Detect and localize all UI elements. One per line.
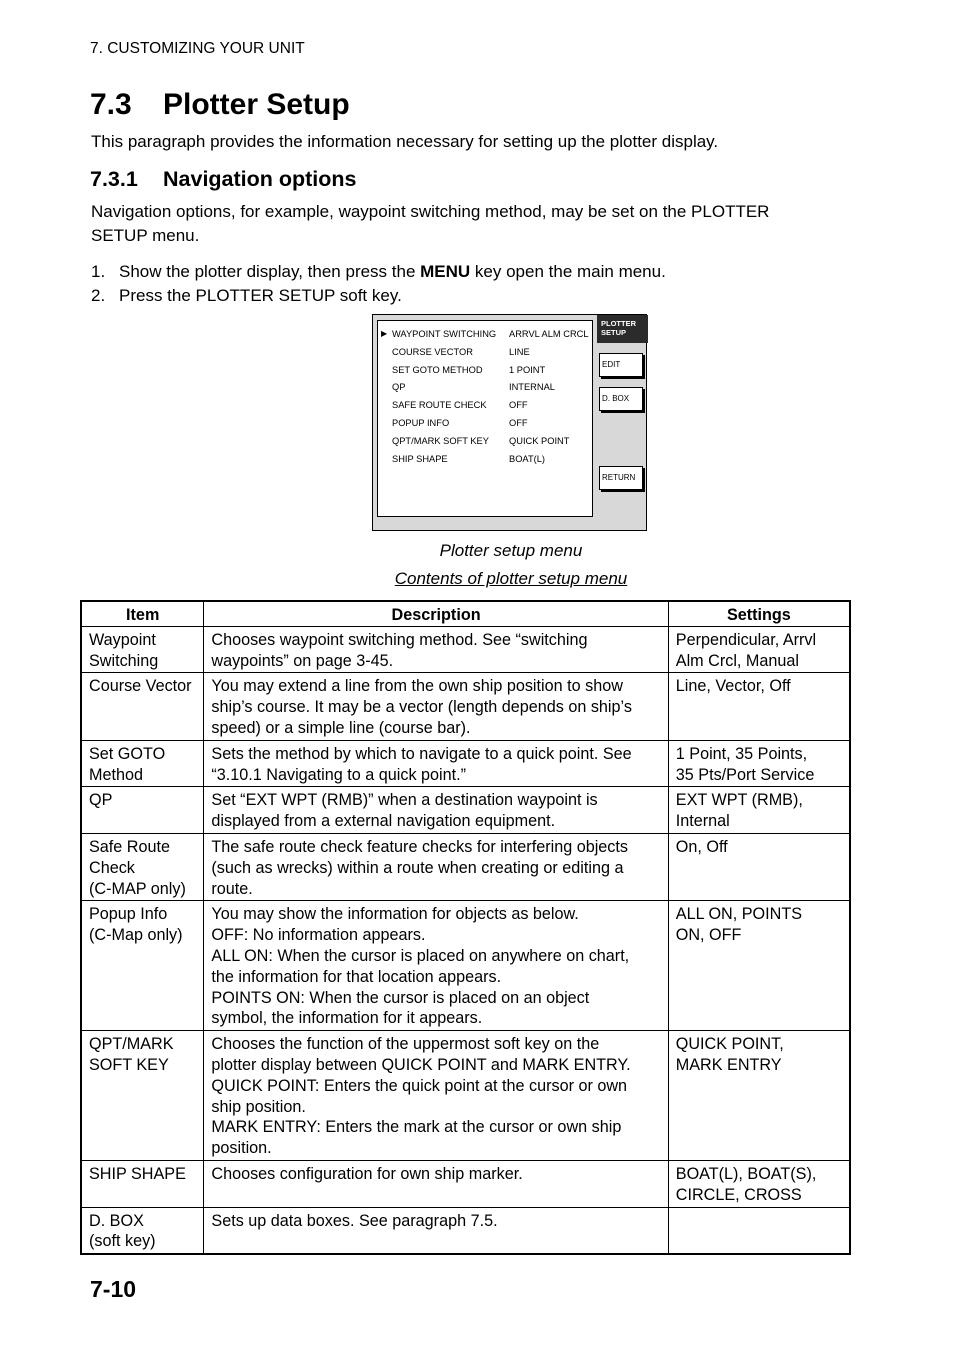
table-row bbox=[81, 1160, 850, 1207]
soft-key-title-line: PLOTTER bbox=[601, 319, 636, 328]
cell-line: Internal bbox=[675, 812, 730, 831]
menu-item-value: QUICK POINT bbox=[509, 436, 570, 446]
cell-line: 1 Point, 35 Points, bbox=[675, 744, 808, 763]
cell-line: (C-Map only) bbox=[89, 926, 183, 945]
step-number: 1. bbox=[91, 262, 106, 281]
cell-line: Sets the method by which to navigate to a quick point. See bbox=[211, 744, 632, 763]
section-number: 7.3 bbox=[90, 88, 132, 121]
table-cell-item bbox=[81, 833, 204, 900]
cell-line: The safe route check feature checks for interfering objects bbox=[211, 837, 628, 856]
cell-line: Line, Vector, Off bbox=[675, 677, 791, 696]
table-row bbox=[81, 901, 850, 1031]
table-cell-description bbox=[204, 833, 668, 900]
menu-item-value: ARRVL ALM CRCL bbox=[509, 329, 589, 339]
cell-line: symbol, the information for it appears. bbox=[211, 1009, 483, 1028]
cell-line: You may show the information for objects as below. bbox=[211, 905, 579, 924]
cell-line: (such as wrecks) within a route when creating or editing a bbox=[211, 858, 624, 877]
cell-line: OFF: No information appears. bbox=[211, 926, 426, 945]
table-cell-item bbox=[81, 626, 204, 673]
menu-item-value: 1 POINT bbox=[509, 365, 546, 375]
plotter-setup-table bbox=[80, 600, 851, 1255]
soft-key-title-line: SETUP bbox=[601, 328, 627, 337]
cell-line: Set GOTO bbox=[89, 744, 166, 763]
column-header-settings: Settings bbox=[668, 601, 850, 626]
edit-soft-key[interactable]: EDIT bbox=[599, 353, 643, 377]
table-cell-settings bbox=[668, 740, 850, 787]
cell-line: waypoints” on page 3-45. bbox=[211, 651, 394, 670]
menu-item-value: BOAT(L) bbox=[509, 454, 545, 464]
menu-item-value: INTERNAL bbox=[509, 382, 555, 392]
menu-item-label: COURSE VECTOR bbox=[392, 347, 473, 357]
cell-line: Waypoint bbox=[89, 630, 156, 649]
menu-item-label: SHIP SHAPE bbox=[392, 454, 448, 464]
cursor-arrow-icon: ▶ bbox=[381, 329, 388, 338]
cell-line: Chooses the function of the uppermost soft key on the bbox=[211, 1035, 600, 1054]
table-cell-settings bbox=[668, 1207, 850, 1254]
menu-item-value: OFF bbox=[509, 418, 528, 428]
table-row bbox=[81, 673, 850, 740]
cell-line: Alm Crcl, Manual bbox=[675, 651, 799, 670]
cell-line: Perpendicular, Arrvl bbox=[675, 630, 817, 649]
cell-line: SOFT KEY bbox=[89, 1055, 169, 1074]
table-cell-description bbox=[204, 1160, 668, 1207]
menu-key-name: MENU bbox=[420, 262, 471, 281]
subsection-intro-line: Navigation options, for example, waypoint switching method, may be set on the PLOTTER bbox=[91, 202, 770, 221]
cell-line: QUICK POINT: Enters the quick point at the cursor or own bbox=[211, 1076, 628, 1095]
cell-line: Popup Info bbox=[89, 905, 168, 924]
table-cell-settings bbox=[668, 626, 850, 673]
subsection-intro-line: SETUP menu. bbox=[91, 226, 200, 245]
cell-line: Chooses configuration for own ship marker. bbox=[211, 1164, 523, 1183]
table-row bbox=[81, 626, 850, 673]
cell-line: ALL ON: When the cursor is placed on anywhere on chart, bbox=[211, 946, 630, 965]
table-row bbox=[81, 833, 850, 900]
cell-line: POINTS ON: When the cursor is placed on an object bbox=[211, 988, 590, 1007]
menu-item-label: SAFE ROUTE CHECK bbox=[392, 400, 487, 410]
cell-line: Check bbox=[89, 858, 135, 877]
subsection-title: Navigation options bbox=[163, 167, 357, 191]
cell-line: QPT/MARK bbox=[89, 1035, 174, 1054]
step-1 bbox=[91, 260, 666, 284]
table-cell-item bbox=[81, 1160, 204, 1207]
cell-line: ship position. bbox=[211, 1097, 306, 1116]
subsection-number: 7.3.1 bbox=[90, 167, 138, 191]
menu-item-label: WAYPOINT SWITCHING bbox=[392, 329, 497, 339]
cell-line: QP bbox=[89, 791, 113, 810]
return-soft-key[interactable]: RETURN bbox=[599, 466, 643, 490]
menu-item-label: POPUP INFO bbox=[392, 418, 450, 428]
step-2 bbox=[91, 284, 666, 308]
table-cell-item bbox=[81, 740, 204, 787]
table-cell-description bbox=[204, 673, 668, 740]
subsection-intro bbox=[91, 200, 769, 248]
soft-key-title bbox=[597, 315, 648, 343]
cell-line: D. BOX bbox=[89, 1211, 144, 1230]
subsection-heading bbox=[90, 167, 357, 192]
column-header-item: Item bbox=[81, 601, 204, 626]
cell-line: MARK ENTRY bbox=[675, 1055, 782, 1074]
cell-line: “3.10.1 Navigating to a quick point.” bbox=[211, 765, 467, 784]
step-number: 2. bbox=[91, 286, 106, 305]
cell-line: position. bbox=[211, 1139, 272, 1158]
figure-caption: Plotter setup menu bbox=[439, 541, 583, 560]
table-row bbox=[81, 1207, 850, 1254]
menu-item-label: QP bbox=[392, 382, 406, 392]
cell-line: (C-MAP only) bbox=[89, 879, 186, 898]
table-cell-description bbox=[204, 787, 668, 834]
table-caption: Contents of plotter setup menu bbox=[394, 569, 628, 588]
cell-line: 35 Pts/Port Service bbox=[675, 765, 815, 784]
cell-line: MARK ENTRY: Enters the mark at the cursor or own ship bbox=[211, 1118, 622, 1137]
table-cell-description bbox=[204, 1031, 668, 1161]
cell-line: displayed from a external navigation equipment. bbox=[211, 812, 556, 831]
d-box-soft-key[interactable]: D. BOX bbox=[599, 387, 643, 411]
cell-line: On, Off bbox=[675, 837, 728, 856]
cell-line: SHIP SHAPE bbox=[89, 1164, 186, 1183]
cell-line: ON, OFF bbox=[675, 926, 742, 945]
cell-line: speed) or a simple line (course bar). bbox=[211, 718, 471, 737]
cell-line: Switching bbox=[89, 651, 159, 670]
table-cell-settings bbox=[668, 833, 850, 900]
page-number: 7-10 bbox=[90, 1276, 137, 1302]
table-cell-description bbox=[204, 740, 668, 787]
step-text: key open the main menu. bbox=[470, 262, 666, 281]
table-cell-settings bbox=[668, 1031, 850, 1161]
cell-line: ALL ON, POINTS bbox=[675, 905, 803, 924]
cell-line: Safe Route bbox=[89, 837, 170, 856]
cell-line: the information for that location appears. bbox=[211, 967, 502, 986]
running-head: 7. CUSTOMIZING YOUR UNIT bbox=[90, 40, 305, 57]
menu-item-label: QPT/MARK SOFT KEY bbox=[392, 436, 489, 446]
cell-line: EXT WPT (RMB), bbox=[675, 791, 803, 810]
section-intro: This paragraph provides the information necessary for setting up the plotter display. bbox=[91, 132, 719, 151]
menu-item-label: SET GOTO METHOD bbox=[392, 365, 483, 375]
cell-line: BOAT(L), BOAT(S), bbox=[675, 1164, 817, 1183]
cell-line: Sets up data boxes. See paragraph 7.5. bbox=[211, 1211, 498, 1230]
cell-line: Set “EXT WPT (RMB)” when a destination waypoint is bbox=[211, 791, 598, 810]
table-row bbox=[81, 787, 850, 834]
cell-line: plotter display between QUICK POINT and MARK ENTRY. bbox=[211, 1055, 631, 1074]
table-cell-description bbox=[204, 1207, 668, 1254]
cell-line: Chooses waypoint switching method. See “switching bbox=[211, 630, 588, 649]
cell-line: (soft key) bbox=[89, 1232, 156, 1251]
cell-line: QUICK POINT, bbox=[675, 1035, 784, 1054]
cell-line: route. bbox=[211, 879, 253, 898]
section-heading bbox=[90, 88, 350, 122]
table-cell-settings bbox=[668, 901, 850, 1031]
cell-line: Method bbox=[89, 765, 143, 784]
cell-line: CIRCLE, CROSS bbox=[675, 1185, 802, 1204]
cell-line: Course Vector bbox=[89, 677, 192, 696]
table-cell-description bbox=[204, 901, 668, 1031]
table-header-row bbox=[81, 601, 850, 626]
column-header-description: Description bbox=[204, 601, 668, 626]
section-title: Plotter Setup bbox=[163, 88, 350, 121]
plotter-setup-screen bbox=[372, 314, 647, 531]
plotter-setup-menu bbox=[377, 320, 593, 517]
table-cell-item bbox=[81, 1207, 204, 1254]
table-cell-item bbox=[81, 1031, 204, 1161]
cell-line: You may extend a line from the own ship position to show bbox=[211, 677, 623, 696]
table-cell-item bbox=[81, 787, 204, 834]
table-cell-item bbox=[81, 901, 204, 1031]
table-cell-settings bbox=[668, 1160, 850, 1207]
menu-item-value: LINE bbox=[509, 347, 530, 357]
table-cell-item bbox=[81, 673, 204, 740]
table-row bbox=[81, 740, 850, 787]
step-text: Show the plotter display, then press the bbox=[119, 262, 421, 281]
table-cell-settings bbox=[668, 673, 850, 740]
step-text: Press the PLOTTER SETUP soft key. bbox=[119, 286, 402, 305]
table-cell-description bbox=[204, 626, 668, 673]
menu-item-value: OFF bbox=[509, 400, 528, 410]
table-cell-settings bbox=[668, 787, 850, 834]
procedure-steps bbox=[91, 260, 666, 308]
table-row bbox=[81, 1031, 850, 1161]
cell-line: ship’s course. It may be a vector (length depends on ship’s bbox=[211, 698, 632, 717]
